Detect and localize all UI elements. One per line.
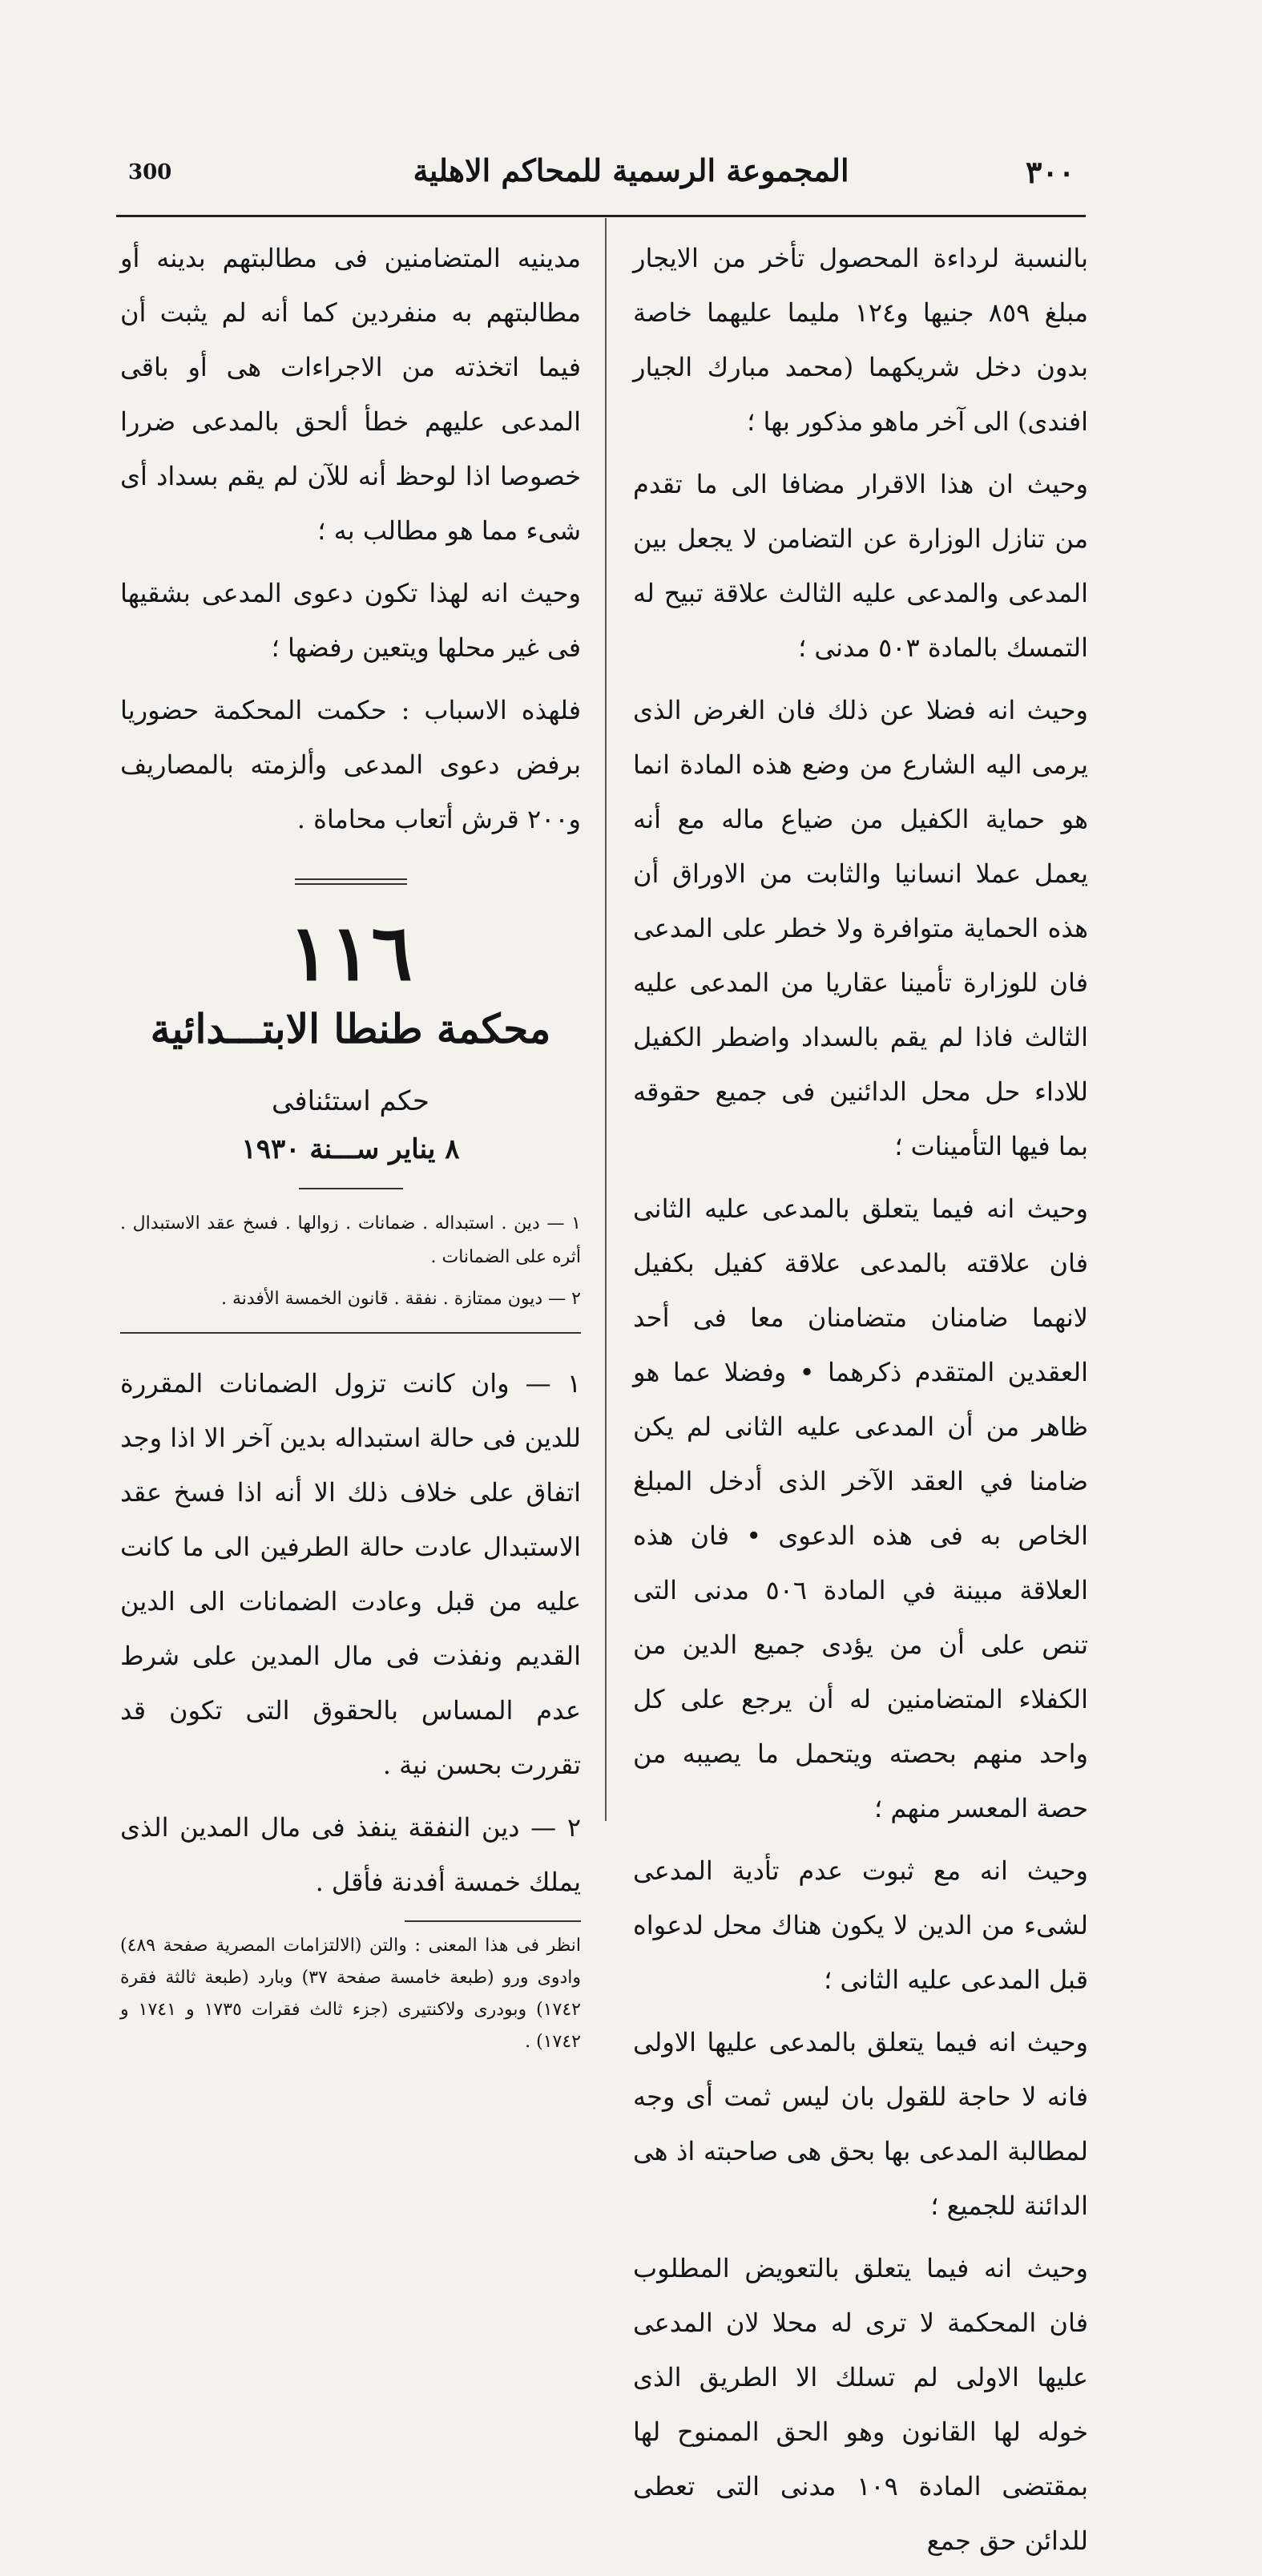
- page-number-latin: 300: [128, 160, 172, 184]
- section-rule: [120, 1332, 581, 1334]
- column-divider: [605, 218, 607, 1821]
- paragraph: وحيث انه لهذا تكون دعوى المدعى بشقيها فى غير محلها ويتعين رفضها ؛: [120, 578, 581, 663]
- short-rule: [299, 1188, 403, 1189]
- paragraph: وحيث ان هذا الاقرار مضافا الى ما تقدم من تنازل الوزارة عن التضامن لا يجعل بين المدعى والمدعى عليه الثالث علاقة تبيح له التمسك بالمادة ٥٠٣ مدنى ؛: [633, 469, 1088, 663]
- footnote-rule: [405, 1920, 581, 1922]
- keyword-line: ١ — دين . استبداله . ضمانات . زوالها . فسخ عقد الاستبدال . أثره على الضمانات .: [120, 1213, 581, 1267]
- paragraph: وحيث انه فضلا عن ذلك فان الغرض الذى يرمى اليه الشارع من وضع هذه المادة انما هو حماية الكفيل من ضياع ماله مع أنه يعمل عملا انسانيا والثابت من الاوراق أن هذه الحماية متوافرة ولا خطر على المدعى فان للوزارة تأمينا عقاريا من المدعى عليه الثالث فاذا لم يقم بالسداد واضطر الكفيل للاداء حل محل الدائنين فى جميع حقوقه بما فيها التأمينات ؛: [633, 695, 1088, 1161]
- case-number: ١١٦: [288, 907, 413, 998]
- keyword-line: ٢ — ديون ممتازة . نفقة . قانون الخمسة الأفدنة .: [220, 1289, 581, 1309]
- page-number-arabic: ٣٠٠: [1026, 154, 1075, 190]
- paragraph: وحيث انه فيما يتعلق بالتعويض المطلوب فان المحكمة لا ترى له محلا لان المدعى عليها الاولى لم تسلك الا الطريق الذى خوله لها القانون وهو الحق الممنوح لها بمقتضى المادة ١٠٩ مدنى التى تعطى للدائن حق جمع: [633, 2253, 1089, 2556]
- footnote: انظر فى هذا المعنى : والتن (الالتزامات المصرية صفحة ٤٨٩) وادوى ورو (طبعة خامسة صفحة ٣٧) وبارد (طبعة ثالثة فقرة ١٧٤٢) وبودرى ولاكنتيرى (جزء ثالث فقرات ١٧٣٥ و ١٧٤١ و ١٧٤٢) .: [120, 1936, 581, 2052]
- judgment-date: ٨ يناير ســـنة ١٩٣٠: [241, 1133, 460, 1165]
- section-ornament: [295, 878, 407, 885]
- court-name: محكمة طنطا الابتـــدائية: [150, 1005, 551, 1052]
- paragraph: فلهذه الاسباب : حكمت المحكمة حضوريا برفض دعوى المدعى وألزمته بالمصاريف و٢٠٠ قرش أتعاب محاماة .: [120, 695, 581, 834]
- paragraph: وحيث انه فيما يتعلق بالمدعى عليه الثانى فان علاقته بالمدعى علاقة كفيل بكفيل لانهما ضامنان متضامنان معا فى أحد العقدين المتقدم ذكرهما • وفضلا عما هو ظاهر من أن المدعى عليه الثانى لم يكن ضامنا في العقد الآخر الذى أدخل المبلغ الخاص به فى هذه الدعوى • فان هذه العلاقة مبينة في المادة ٥٠٦ مدنى التى تنص على أن من يؤدى جميع الدين من الكفلاء المتضامنين له أن يرجع على كل واحد منهم بحصته ويتحمل ما يصيبه من حصة المعسر منهم ؛: [633, 1193, 1088, 1823]
- paragraph: وحيث انه فيما يتعلق بالمدعى عليها الاولى فانه لا حاجة للقول بان ليس ثمت أى وجه لمطالبة المدعى بها بحق هى صاحبته اذ هى الدائنة للجميع ؛: [633, 2027, 1088, 2221]
- legal-principle: ٢ — دين النفقة ينفذ فى مال المدين الذى يملك خمسة أفدنة فأقل .: [120, 1812, 581, 1897]
- paragraph: بالنسبة لرداءة المحصول تأخر من الايجار مبلغ ٨٥٩ جنيها و١٢٤ مليما عليهما خاصة بدون دخل شريكهما (محمد مبارك الجيار افندى) الى آخر ماهو مذكور بها ؛: [633, 243, 1089, 437]
- judgment-type: حكم استئنافى: [272, 1085, 429, 1117]
- paragraph: مدينيه المتضامنين فى مطالبتهم بدينه أو مطالبتهم به منفردين كما أنه لم يثبت أن فيما اتخذته من الاجراءات هى أو باقى المدعى عليهم خطأ ألحق بالمدعى ضررا خصوصا اذا لوحظ أنه للآن لم يقم بسداد أى شىء مما هو مطالب به ؛: [120, 243, 581, 546]
- legal-principle: ١ — وان كانت تزول الضمانات المقررة للدين فى حالة استبداله بدين آخر الا اذا وجد اتفاق على خلاف ذلك الا أنه اذا فسخ عقد الاستبدال عادت حالة الطرفين الى ما كانت عليه من قبل وعادت الضمانات الى الدين القديم ونفذت فى مال المدين على شرط عدم المساس بالحقوق التى تكون قد تقررت بحسن نية .: [120, 1368, 581, 1780]
- header-rule: [116, 215, 1086, 217]
- page-header: [0, 152, 1262, 208]
- paragraph: وحيث انه مع ثبوت عدم تأدية المدعى لشىء من الدين لا يكون هناك محل لدعواه قبل المدعى عليه الثانى ؛: [633, 1855, 1088, 1995]
- left-column: [120, 231, 581, 2066]
- running-title: المجموعة الرسمية للمحاكم الاهلية: [413, 152, 849, 188]
- right-column: [633, 231, 1088, 2576]
